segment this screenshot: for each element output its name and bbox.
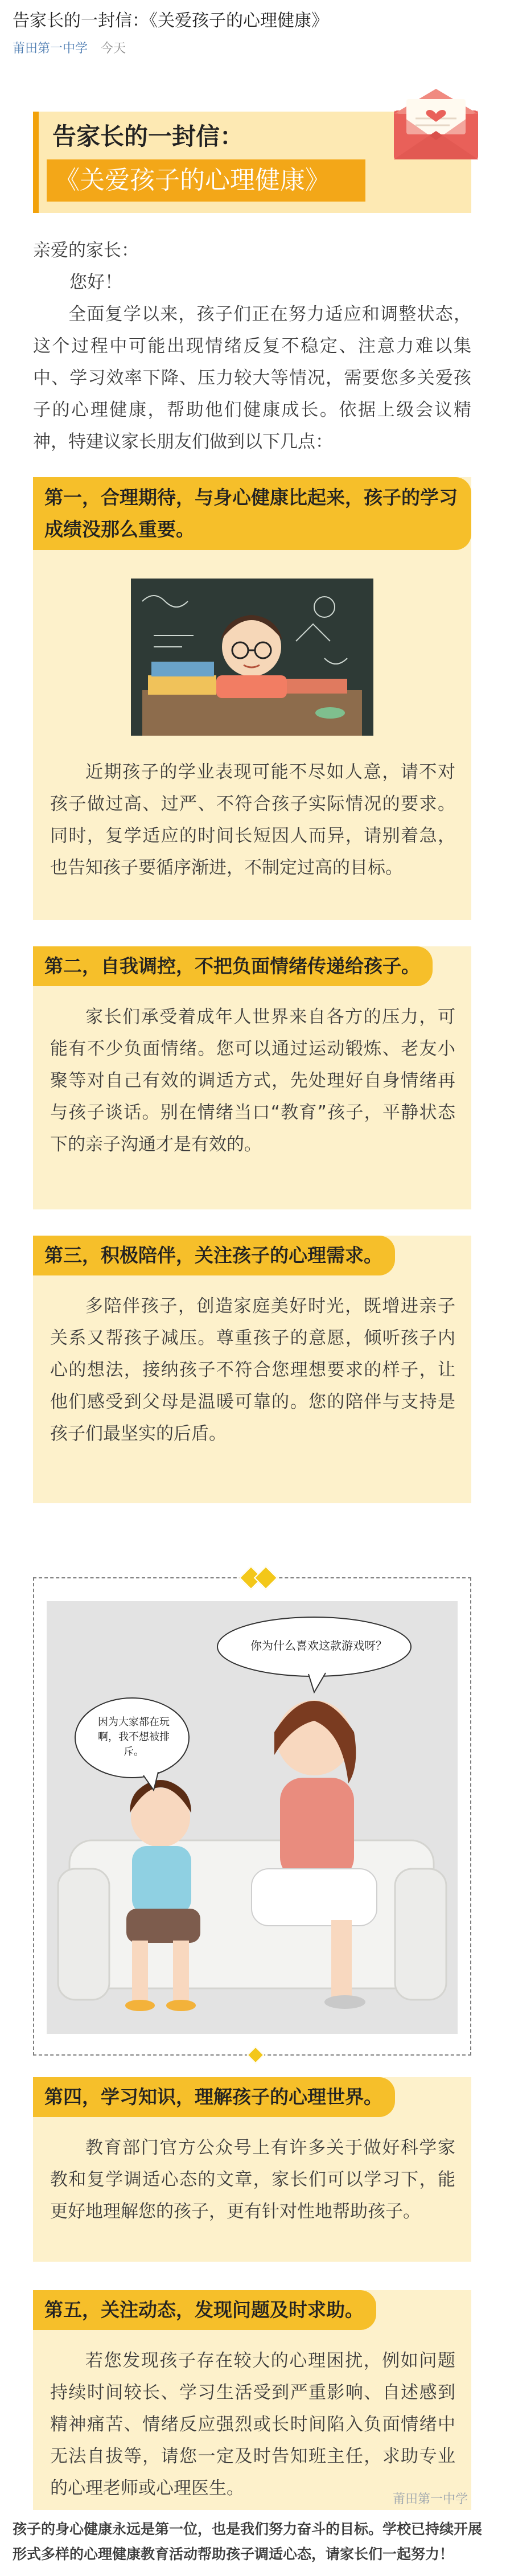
banner-title-highlight (47, 159, 365, 202)
article-title: 告家长的一封信：《关爱孩子的心理健康》 (13, 11, 328, 31)
section-text: 家长们承受着成年人世界来自各方的压力，可能有不少负面情绪。您可以通过运动锻炼、老友小聚等对自己有效的调适方式，先处理好自身情绪再与孩子谈话。别在情绪当口“教育”孩子，平静状态下的亲子沟通才是有效的。 (50, 1007, 455, 1155)
banner-title-line2: 《关爱孩子的心理健康》 (55, 166, 330, 195)
section-text: 多陪伴孩子，创造家庭美好时光，既增进亲子关系又帮孩子减压。尊重孩子的意愿，倾听孩子内心的想法，接纳孩子不符合您理想要求的样子，让他们感受到父母是温暖可靠的。您的陪伴与支持是孩子们最坚实的后盾。 (50, 1296, 455, 1444)
watermark-text: 莆田第一中学 (393, 2492, 468, 2507)
banner-title-line1: 告家长的一封信： (52, 122, 244, 150)
publish-time: 今天 (101, 42, 126, 56)
section-text: 教育部门官方公众号上有许多关于做好科学家教和复学调适心态的文章，家长们可以学习下，能更好地理解您的孩子，更有针对性地帮助孩子。 (50, 2138, 455, 2222)
parent-child-illustration (47, 1601, 458, 2034)
section-card-2 (33, 946, 471, 1209)
banner-accent-stripe (33, 112, 39, 213)
section-heading: 第五，关注动态，发现问题及时求助。 (33, 2290, 376, 2330)
child-speech-bubble: 因为大家都在玩啊，我不想被排斥。 (98, 1716, 170, 1758)
article-meta (13, 39, 126, 56)
envelope-heart-icon (390, 85, 482, 162)
section-card-5 (33, 2290, 471, 2510)
parent-speech-bubble: 你为什么喜欢这款游戏呀？ (250, 1639, 387, 1652)
greeting: 您好！ (69, 272, 122, 293)
section-heading: 第三，积极陪伴，关注孩子的心理需求。 (33, 1236, 395, 1275)
section-card-4 (33, 2077, 471, 2262)
section-card-1 (33, 477, 471, 920)
section-card-3 (33, 1236, 471, 1503)
section-text: 近期孩子的学业表现可能不尽如人意，请不对孩子做过高、过严、不符合孩子实际情况的要求。同时，复学适应的时间长短因人而异，请别着急，也告知孩子要循序渐进，不制定过高的目标。 (50, 762, 455, 878)
account-name-link[interactable]: 莆田第一中学 (13, 42, 88, 56)
section-heading: 第二，自我调控，不把负面情绪传递给孩子。 (33, 946, 433, 986)
closing-note: 孩子的身心健康永远是第一位，也是我们努力奋斗的目标。学校已持续开展形式多样的心理健康教育活动帮助孩子调适心态，请家长们一起努力！ (13, 2521, 483, 2562)
salutation: 亲爱的家长： (33, 240, 139, 261)
intro-paragraph: 全面复学以来，孩子们正在努力适应和调整状态，这个过程中可能出现情绪反复不稳定、注意力难以集中、学习效率下降、压力较大等情况，需要您多关爱孩子的心理健康，帮助他们健康成长。依据上级会议精神，特建议家长朋友们做到以下几点： (33, 304, 471, 452)
study-illustration (131, 579, 373, 736)
section-heading: 第四，学习知识，理解孩子的心理世界。 (33, 2077, 395, 2117)
section-text: 若您发现孩子存在较大的心理困扰，例如问题持续时间较长、学习生活受到严重影响、自述感到精神痛苦、情绪反应强烈或长时间陷入负面情绪中无法自拔等，请您一定及时告知班主任，求助专业的心理老师或心理医生。 (50, 2351, 455, 2499)
section-heading: 第一，合理期待，与身心健康比起来，孩子的学习成绩没那么重要。 (33, 477, 471, 550)
